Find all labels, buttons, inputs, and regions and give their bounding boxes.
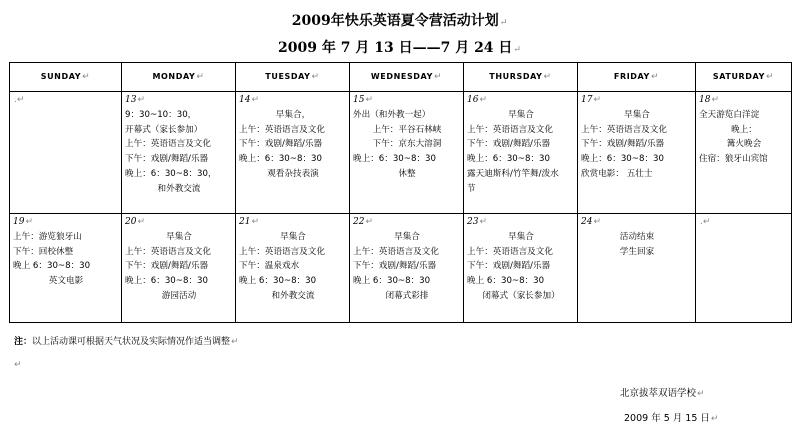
activity-line: 上午：英语语言及文化 <box>467 124 553 135</box>
date-number: 16 <box>467 95 479 105</box>
date-number: 18 <box>699 95 711 105</box>
activity-line: 早集合 <box>508 231 534 242</box>
day-cell: .↵ <box>696 214 792 323</box>
day-cell: 16↵ 早集合 上午：英语语言及文化 下午：戏剧/舞蹈/乐器 晚上：6：30~8：30 露天迪斯科/竹竿舞/泼水 节 <box>464 92 578 214</box>
activity-line: 闭幕式（家长参加） <box>482 290 560 301</box>
activity-line: 开幕式（家长参加） <box>125 124 203 135</box>
document-date: 2009 年 5 月 15 日↵ <box>624 413 719 424</box>
activity-line: 上午：平谷石林峡 <box>372 124 442 135</box>
activity-line: 下午：温泉戏水 <box>239 261 300 272</box>
activity-line: 欣赏电影： 五壮士 <box>581 168 653 179</box>
activity-line: 早集合 <box>508 109 534 120</box>
activity-line: 上午：英语语言及文化 <box>581 124 667 135</box>
activity-line: 下午：戏剧/舞蹈/乐器 <box>125 261 209 272</box>
note-text: 以上活动课可根据天气状况及实际情况作适当调整 <box>32 337 231 347</box>
day-cell: 22↵ 早集合 上午：英语语言及文化 下午：戏剧/舞蹈/乐器 晚上 6：30~8：30 闭幕式彩排 <box>350 214 464 323</box>
activity-line: 英文电影 <box>48 276 84 287</box>
activity-line: 上午：游览狼牙山 <box>13 231 82 242</box>
day-header-tuesday: TUESDAY↵ <box>236 63 350 92</box>
activity-line: 晚上：6：30~8：30 <box>353 154 436 165</box>
school-name: 北京拔萃双语学校↵ <box>620 388 705 399</box>
paragraph-mark: ↵ <box>14 360 22 370</box>
activity-line: 晚上：6：30~8：30 <box>239 154 322 165</box>
activity-line: 晚上：6：30~8：30 <box>467 154 550 165</box>
activity-line: 晚上 6：30~8：30 <box>239 276 317 287</box>
day-cell: 21↵ 早集合 上午：英语语言及文化 下午：温泉戏水 晚上 6：30~8：30 和外教交流 <box>236 214 350 323</box>
day-header-friday: FRIDAY↵ <box>578 63 696 92</box>
activity-line: 上午：英语语言及文化 <box>467 246 553 257</box>
day-cell: 13↵ 9：30~10：30， 开幕式（家长参加） 上午：英语语言及文化 下午：戏剧/舞蹈/乐器 晚上：6：30~8：30， 和外教交流 <box>122 92 236 214</box>
activity-line: 晚上 6：30~8：30 <box>467 276 545 287</box>
activity-line: 外出（和外教一起） <box>353 109 431 120</box>
day-cell: 14↵ 早集合， 上午：英语语言及文化 下午：戏剧/舞蹈/乐器 晚上：6：30~8：30 观看杂技表演 <box>236 92 350 214</box>
day-cell: 15↵ 外出（和外教一起） 上午：平谷石林峡 下午：京东大溶洞 晚上：6：30~8：30 休整 <box>350 92 464 214</box>
activity-line: 早集合 <box>280 231 306 242</box>
activity-line: 早集合 <box>166 231 192 242</box>
activity-line: 上午：英语语言及文化 <box>239 246 325 257</box>
activity-line: 晚上 6：30~8：30 <box>13 261 91 272</box>
date-number: 21 <box>239 217 251 227</box>
date-number: 19 <box>13 217 25 227</box>
activity-line: 休整 <box>398 168 416 179</box>
activity-line: 全天游览白洋淀 <box>699 109 760 120</box>
day-cell: 24↵ 活动结束 学生回家 <box>578 214 696 323</box>
day-header-saturday: SATURDAY↵ <box>696 63 792 92</box>
activity-line: 篝火晚会 <box>726 139 762 150</box>
activity-line: 观看杂技表演 <box>267 168 319 179</box>
activity-line: 活动结束 <box>619 231 655 242</box>
day-header-monday: MONDAY↵ <box>122 63 236 92</box>
date-number: 17 <box>581 95 593 105</box>
activity-line: 9：30~10：30， <box>125 109 197 120</box>
week-row-2 <box>10 214 792 323</box>
day-cell: 23↵ 早集合 上午：英语语言及文化 下午：戏剧/舞蹈/乐器 晚上 6：30~8：30 闭幕式（家长参加） <box>464 214 578 323</box>
activity-line: 学生回家 <box>619 246 655 257</box>
day-cell: 18↵ 全天游览白洋淀 晚上： 篝火晚会 住宿：狼牙山宾馆 <box>696 92 792 214</box>
day-cell: 20↵ 早集合 上午：英语语言及文化 下午：戏剧/舞蹈/乐器 晚上：6：30~8：30 游园活动 <box>122 214 236 323</box>
schedule-table <box>9 62 792 323</box>
document-subtitle: 2009 年 7 月 13 日——7 月 24 日↵ <box>278 40 521 56</box>
activity-line: 晚上：6：30~8：30 <box>125 276 208 287</box>
note-label: 注： <box>14 337 33 347</box>
activity-line: 下午：戏剧/舞蹈/乐器 <box>353 261 437 272</box>
activity-line: 上午：英语语言及文化 <box>125 246 211 257</box>
day-header-wednesday: WEDNESDAY↵ <box>350 63 464 92</box>
activity-line: 晚上： <box>731 124 757 135</box>
day-cell: 19↵ 上午：游览狼牙山 下午：回校休整 晚上 6：30~8：30 英文电影 <box>10 214 122 323</box>
day-cell: 17↵ 早集合 上午：英语语言及文化 下午：戏剧/舞蹈/乐器 晚上：6：30~8：30 欣赏电影： 五壮士 <box>578 92 696 214</box>
activity-line: 上午：英语语言及文化 <box>125 139 211 150</box>
activity-line: 节 <box>467 183 476 194</box>
activity-line: 下午：戏剧/舞蹈/乐器 <box>467 261 551 272</box>
week-row-1 <box>10 92 792 214</box>
activity-line: 早集合 <box>624 109 650 120</box>
date-number: 15 <box>353 95 365 105</box>
day-header-sunday: SUNDAY↵ <box>10 63 122 92</box>
activity-line: 下午：戏剧/舞蹈/乐器 <box>239 139 323 150</box>
document-title: 2009年快乐英语夏令营活动计划↵ <box>291 13 508 29</box>
activity-line: 闭幕式彩排 <box>385 290 429 301</box>
date-number: 22 <box>353 217 365 227</box>
day-header-thursday: THURSDAY↵ <box>464 63 578 92</box>
date-number: 24 <box>581 217 593 227</box>
activity-line: 下午：戏剧/舞蹈/乐器 <box>467 139 551 150</box>
activity-line: 和外教交流 <box>271 290 315 301</box>
activity-line: 下午：京东大溶洞 <box>372 139 442 150</box>
activity-line: 露天迪斯科/竹竿舞/泼水 <box>467 168 559 179</box>
activity-line: 早集合 <box>394 231 420 242</box>
activity-line: 晚上 6：30~8：30 <box>353 276 431 287</box>
date-number: 14 <box>239 95 251 105</box>
date-number: 23 <box>467 217 479 227</box>
activity-line: 上午：英语语言及文化 <box>239 124 325 135</box>
activity-line: 和外教交流 <box>157 183 201 194</box>
day-header-row <box>10 63 792 92</box>
activity-line: 晚上：6：30~8：30， <box>125 168 217 179</box>
date-number: 20 <box>125 217 137 227</box>
footnote: 注：以上活动课可根据天气状况及实际情况作适当调整↵ <box>14 337 239 347</box>
date-number: 13 <box>125 95 137 105</box>
activity-line: 下午：戏剧/舞蹈/乐器 <box>581 139 665 150</box>
activity-line: 下午：回校休整 <box>13 246 74 257</box>
activity-line: 下午：戏剧/舞蹈/乐器 <box>125 154 209 165</box>
activity-line: 上午：英语语言及文化 <box>353 246 439 257</box>
activity-line: 住宿：狼牙山宾馆 <box>699 154 768 165</box>
activity-line: 早集合， <box>275 109 311 120</box>
activity-line: 晚上：6：30~8：30 <box>581 154 664 165</box>
day-cell: .↵ <box>10 92 122 214</box>
activity-line: 游园活动 <box>161 290 197 301</box>
